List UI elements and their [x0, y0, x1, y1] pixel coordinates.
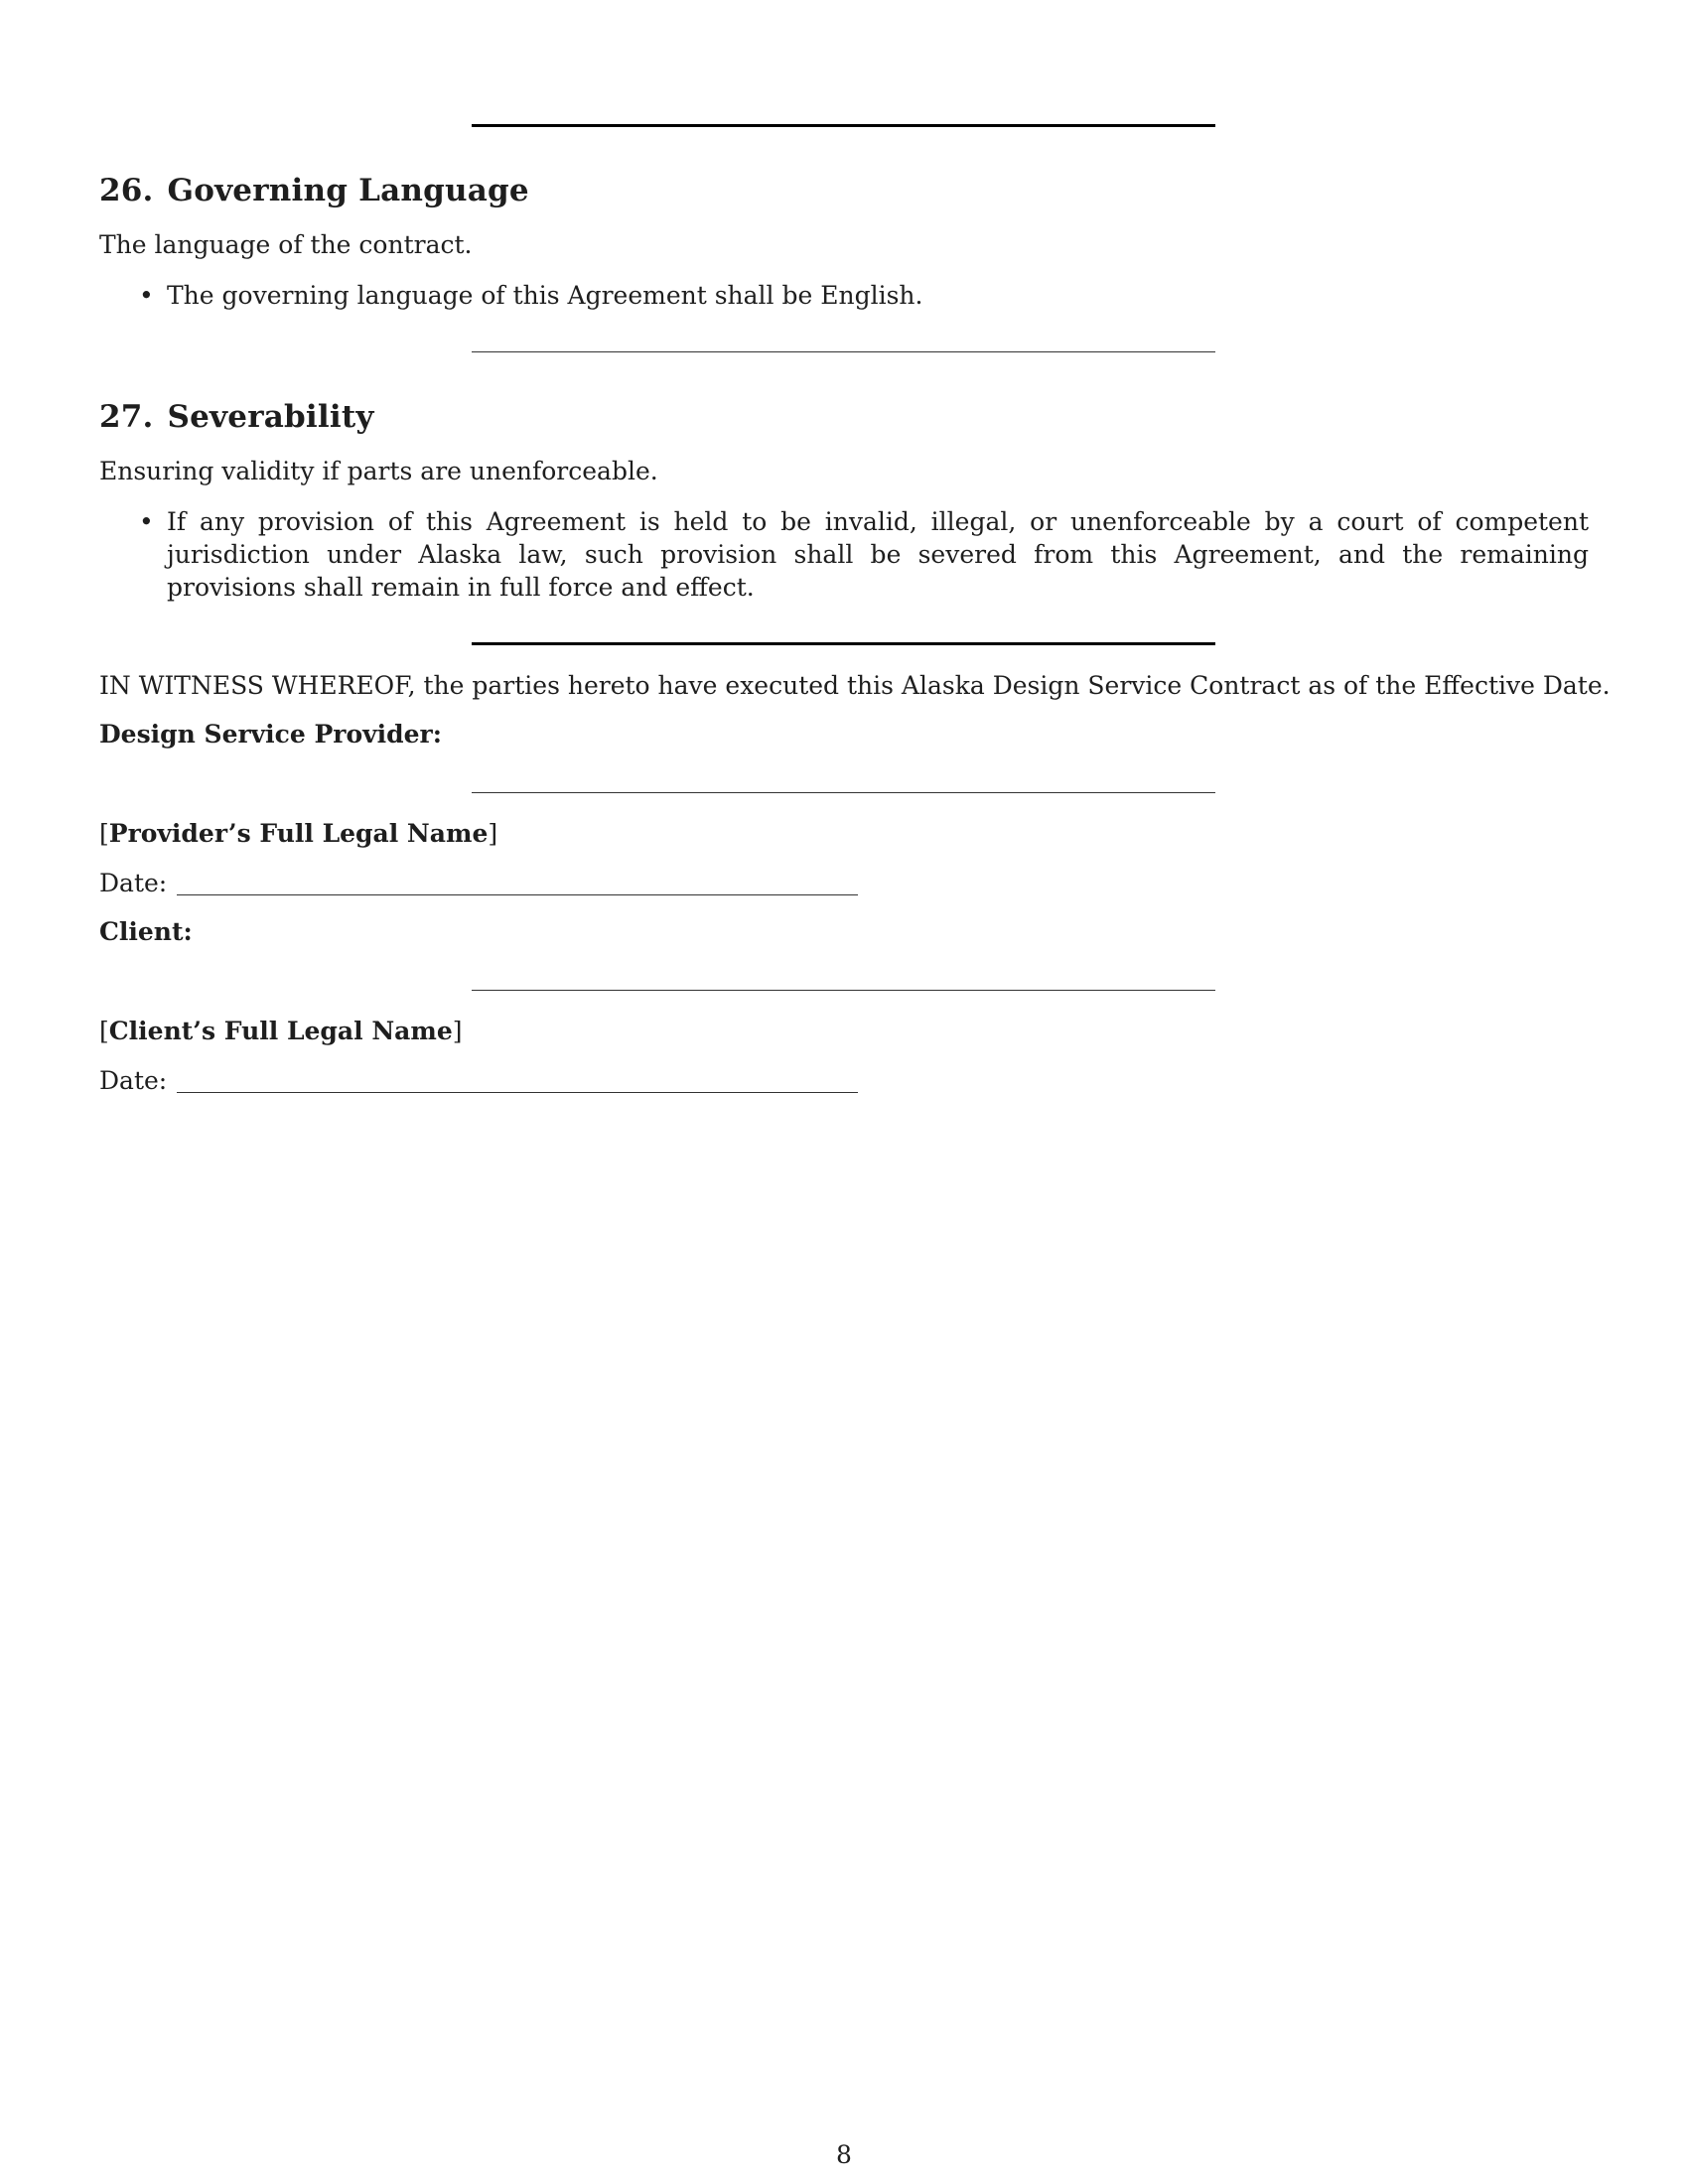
section-number: 26.: [99, 173, 154, 208]
provider-role-label: Design Service Provider:: [99, 720, 442, 749]
section-title: Severability: [167, 399, 374, 435]
client-name-placeholder: [99, 1015, 463, 1047]
bracket-open: [: [99, 1017, 109, 1045]
section-intro: Ensuring validity if parts are unenforceable.: [99, 457, 658, 485]
section-heading: [99, 173, 529, 208]
section-divider: [472, 351, 1215, 352]
provider-date-line[interactable]: [177, 894, 858, 895]
client-date-line[interactable]: [177, 1092, 858, 1093]
client-role-label: Client:: [99, 917, 193, 946]
provider-signature-line[interactable]: [472, 792, 1215, 793]
provider-name-placeholder: [99, 817, 497, 850]
bullet-icon: •: [139, 507, 154, 536]
bracket-open: [: [99, 819, 109, 848]
provider-date-label: Date:: [99, 869, 168, 897]
provider-name: Provider’s Full Legal Name: [108, 819, 489, 848]
client-signature-line[interactable]: [472, 990, 1215, 991]
section-intro: The language of the contract.: [99, 230, 473, 259]
bracket-close: ]: [452, 1017, 463, 1045]
witness-statement: IN WITNESS WHEREOF, the parties hereto have executed this Alaska Design Service Contract as of the Effective Date.: [99, 671, 1611, 700]
section-title: Governing Language: [167, 173, 529, 208]
bullet-item: If any provision of this Agreement is held to be invalid, illegal, or unenforceable by a court of competent jurisdiction under Alaska law, such provision shall be severed from this Agreement, and the remaining provisions shall remain in full force and effect.: [167, 507, 1589, 602]
bracket-close: ]: [488, 819, 498, 848]
section-heading: [99, 399, 374, 435]
section-divider: [472, 642, 1215, 645]
bullet-item: The governing language of this Agreement shall be English.: [167, 281, 923, 310]
client-date-label: Date:: [99, 1066, 168, 1095]
page-number: 8: [836, 2140, 852, 2169]
section-number: 27.: [99, 399, 154, 435]
bullet-icon: •: [139, 281, 154, 310]
section-divider: [472, 124, 1215, 127]
client-name: Client’s Full Legal Name: [108, 1017, 453, 1045]
